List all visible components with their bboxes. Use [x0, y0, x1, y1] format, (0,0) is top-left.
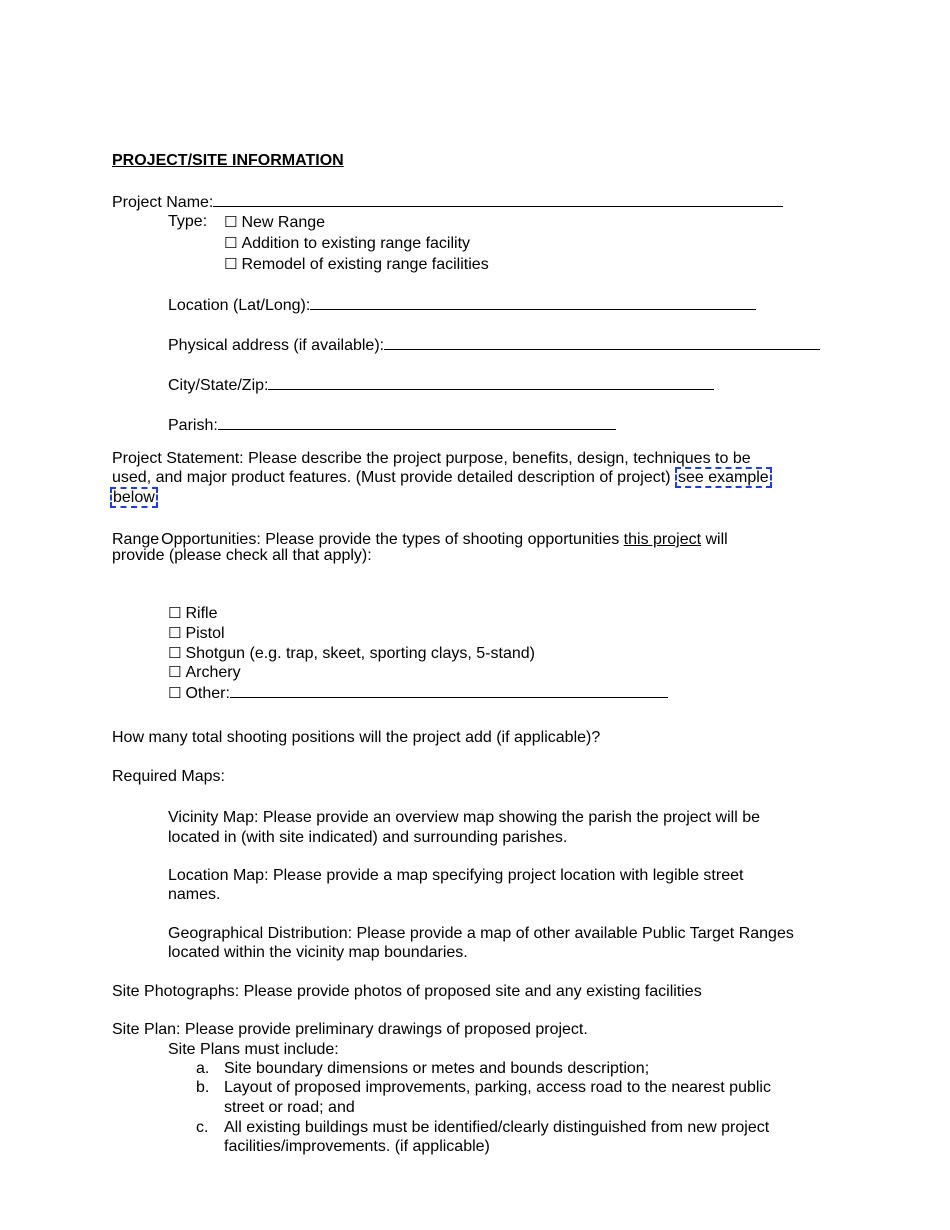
- shooting-option-label: Other:: [185, 685, 230, 702]
- range-opportunities-line-2: provide (please check all that apply):: [112, 547, 372, 564]
- checkbox-icon[interactable]: ☐: [168, 684, 182, 702]
- project-name-field[interactable]: [213, 191, 783, 207]
- shooting-option-archery[interactable]: [168, 662, 241, 683]
- geo-distribution-line-1: Geographical Distribution: Please provide a map of other available Public Target Ranges: [168, 925, 794, 942]
- type-option-label: Addition to existing range facility: [241, 235, 471, 252]
- this-project-text: this project: [623, 531, 702, 548]
- location-row: [168, 294, 756, 316]
- statement-text: used, and major product features. (Must provide detailed description of project): [112, 469, 671, 486]
- shooting-option-shotgun[interactable]: [168, 643, 535, 664]
- checkbox-icon[interactable]: ☐: [168, 644, 182, 662]
- other-field[interactable]: [230, 682, 668, 698]
- see-example-link[interactable]: see example: [675, 467, 772, 488]
- site-plan-item-b: [196, 1078, 771, 1098]
- shooting-option-other[interactable]: [168, 682, 668, 704]
- type-option-label: Remodel of existing range facilities: [241, 256, 489, 273]
- checkbox-icon[interactable]: ☐: [224, 213, 238, 231]
- site-plan-item-b-cont: street or road; and: [224, 1099, 355, 1116]
- checkbox-icon[interactable]: ☐: [168, 604, 182, 622]
- address-field[interactable]: [384, 334, 820, 350]
- list-item-text: All existing buildings must be identified/clearly distinguished from new project: [224, 1119, 770, 1136]
- list-item-text: Layout of proposed improvements, parking, access road to the nearest public: [224, 1079, 771, 1096]
- statement-line-2: [112, 468, 772, 488]
- site-plan-item-a: [196, 1059, 649, 1079]
- parish-row: [168, 414, 616, 436]
- shooting-option-label: Shotgun (e.g. trap, skeet, sporting clays, 5-stand): [185, 645, 535, 662]
- shooting-option-label: Pistol: [185, 625, 225, 642]
- location-label: Location (Lat/Long):: [168, 297, 311, 314]
- list-item-text: Site boundary dimensions or metes and bounds description;: [224, 1060, 650, 1077]
- vicinity-map-line-1: Vicinity Map: Please provide an overview map showing the parish the project will be: [168, 809, 761, 826]
- site-plan: Site Plan: Please provide preliminary drawings of proposed project.: [112, 1021, 588, 1038]
- location-map-line-1: Location Map: Please provide a map specifying project location with legible street: [168, 867, 744, 884]
- statement-line-3: [110, 488, 158, 508]
- location-map-line-2: names.: [168, 886, 221, 903]
- city-row: [168, 374, 714, 396]
- see-example-link-continued[interactable]: below: [110, 487, 158, 508]
- shooting-option-label: Rifle: [185, 605, 218, 622]
- range-text-end: will: [701, 531, 728, 548]
- type-option-label: New Range: [241, 214, 326, 231]
- address-label: Physical address (if available):: [168, 337, 385, 354]
- location-field[interactable]: [310, 294, 756, 310]
- shooting-option-rifle[interactable]: [168, 603, 217, 624]
- checkbox-icon[interactable]: ☐: [224, 255, 238, 273]
- shooting-option-pistol[interactable]: [168, 623, 225, 644]
- type-option-new-range[interactable]: [224, 212, 325, 233]
- parish-field[interactable]: [218, 414, 616, 430]
- statement-line-1: Project Statement: Please describe the project purpose, benefits, design, techniques to be: [112, 450, 751, 467]
- city-label: City/State/Zip:: [168, 377, 269, 394]
- required-maps-label: Required Maps:: [112, 768, 225, 785]
- checkbox-icon[interactable]: ☐: [224, 234, 238, 252]
- geo-distribution-line-2: located within the vicinity map boundaries.: [168, 944, 468, 961]
- checkbox-icon[interactable]: ☐: [168, 624, 182, 642]
- vicinity-map-line-2: located in (with site indicated) and surrounding parishes.: [168, 829, 568, 846]
- parish-label: Parish:: [168, 417, 218, 434]
- section-heading: PROJECT/SITE INFORMATION: [112, 152, 344, 169]
- positions-question: How many total shooting positions will the project add (if applicable)?: [112, 729, 601, 746]
- shooting-option-label: Archery: [185, 664, 241, 681]
- list-marker: c.: [196, 1119, 209, 1136]
- checkbox-icon[interactable]: ☐: [168, 663, 182, 681]
- range-word: Range: [112, 531, 160, 548]
- site-plans-include: Site Plans must include:: [168, 1041, 339, 1058]
- range-text: Opportunities: Please provide the types of shooting opportunities: [161, 531, 624, 548]
- site-plan-item-c-cont: facilities/improvements. (if applicable): [224, 1138, 490, 1155]
- address-row: [168, 334, 820, 356]
- project-name-label: Project Name:: [112, 194, 214, 211]
- project-name-row: [112, 191, 783, 213]
- list-marker: a.: [196, 1060, 210, 1077]
- site-plan-item-c: [196, 1118, 769, 1138]
- list-marker: b.: [196, 1079, 210, 1096]
- type-option-addition[interactable]: [224, 233, 470, 254]
- site-photographs: Site Photographs: Please provide photos of proposed site and any existing facilities: [112, 983, 702, 1000]
- type-label: Type:: [168, 213, 208, 230]
- city-field[interactable]: [268, 374, 714, 390]
- type-option-remodel[interactable]: [224, 254, 489, 275]
